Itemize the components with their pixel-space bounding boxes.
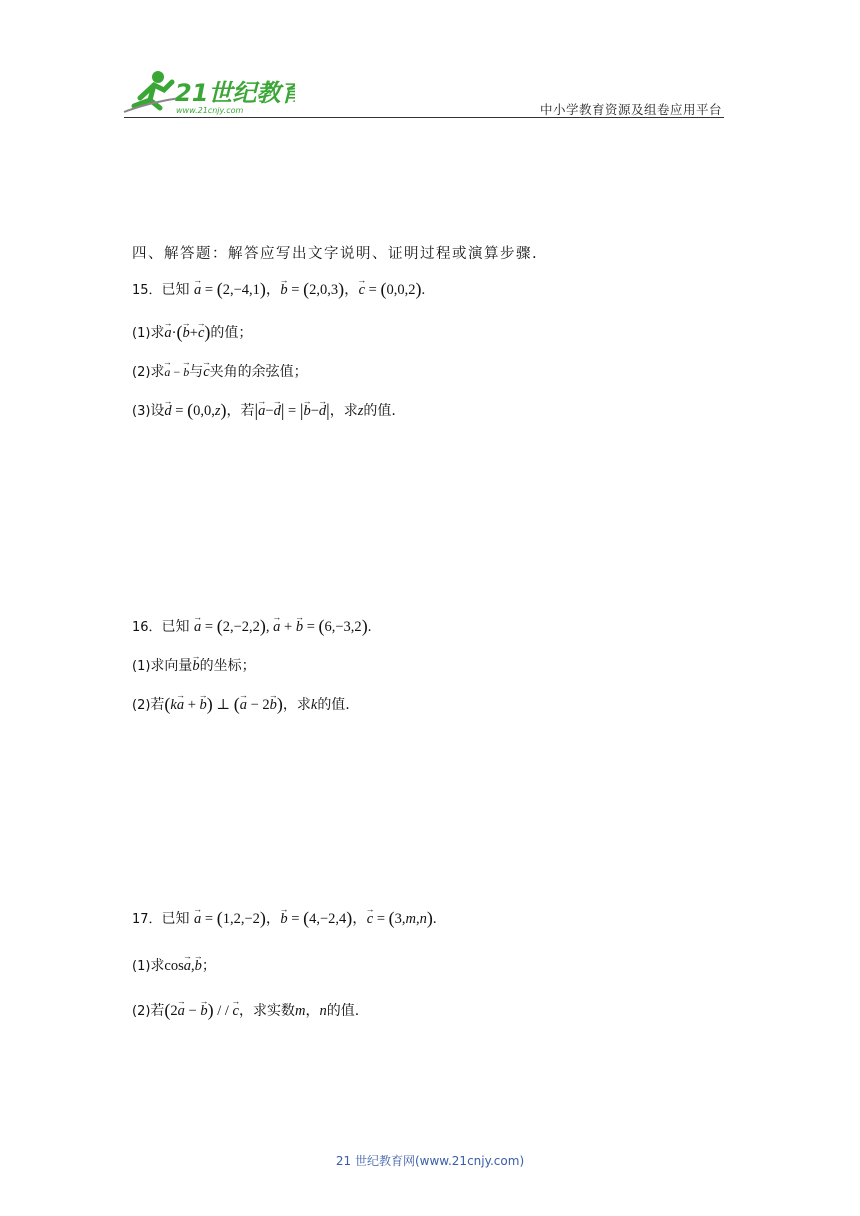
q16-part1: (1)求向量→ b的坐标； — [132, 656, 256, 677]
q16-part1-label: (1) — [132, 659, 151, 674]
q15-part3: (3)设→ d = (0,0,z)，若|→ a−→ d| = |→ b−→ d|，求z的值. — [132, 400, 396, 422]
runner-logo-icon — [120, 68, 295, 118]
q15-a-values: 2,−4,1 — [222, 282, 260, 298]
q17-part1-text-b: ； — [201, 958, 216, 974]
q16-ab-values: 6,−3,2 — [324, 619, 362, 635]
q16-part2-text-a: 若 — [150, 697, 165, 713]
q15-b-values: 2,0,3 — [309, 282, 339, 298]
q17-part2-text-d: 的值. — [326, 1003, 360, 1019]
q17-part2: (2)若(2→ a − → b) / / → c，求实数m，n的值. — [132, 1000, 359, 1022]
q16-a-values: 2,−2,2 — [222, 619, 260, 635]
section-title: 四、解答题：解答应写出文字说明、证明过程或演算步骤. — [132, 246, 539, 262]
q15-lead: 已知 — [161, 282, 190, 298]
q15-part2-label: (2) — [132, 365, 151, 380]
q17-part2-text-a: 若 — [150, 1003, 165, 1019]
q15-part2: (2)求→ a − → b与→ c夹角的余弦值； — [132, 362, 308, 383]
q17-part2-text-c: ， — [305, 1003, 320, 1019]
q16-number: 16． — [132, 620, 162, 635]
logo-text: 21世纪教育 — [175, 79, 295, 107]
q15-number: 15． — [132, 283, 162, 298]
q16-part2-label: (2) — [132, 698, 151, 713]
q16-part2: (2)若(k→ a + → b) ⊥ (→ a − 2→ b)，求k的值. — [132, 694, 350, 716]
q17-stem: 17．已知 → a = (1,2,−2)，→ b = (4,−2,4)，→ c = (3,m,n). — [132, 908, 436, 930]
q15-d-values: 0,0, — [193, 403, 215, 419]
q15-stem: 15．已知 → a = (2,−4,1)，→ b = (2,0,3)，→ c = (0,0,2). — [132, 279, 425, 301]
footer-link[interactable]: 21 世纪教育网(www.21cnjy.com) — [335, 1154, 525, 1168]
site-logo — [120, 68, 295, 118]
q16-lead: 已知 — [161, 619, 190, 635]
q15-c-values: 0,0,2 — [386, 282, 416, 298]
q17-lead: 已知 — [161, 911, 190, 927]
q15-part3-text-d: 的值. — [363, 403, 396, 419]
q15-part1-text-b: 的值； — [210, 325, 253, 341]
q17-number: 17． — [132, 912, 162, 927]
q17-part1-label: (1) — [132, 959, 151, 974]
q15-part2-text-c: 夹角的余弦值； — [209, 364, 308, 380]
q15-part3-text-a: 设 — [150, 403, 165, 419]
header-divider — [124, 117, 724, 118]
q17-part1-text-a: 求 — [150, 958, 165, 974]
q16-stem: 16．已知 → a = (2,−2,2), → a + → b = (6,−3,2). — [132, 616, 371, 638]
q17-part1: (1)求cos→ a,→ b； — [132, 956, 216, 977]
q15-part1: (1)求→ a·(→ b+→ c)的值； — [132, 322, 252, 344]
q16-part1-text-a: 求向量 — [150, 658, 193, 674]
q17-b-values: 4,−2,4 — [309, 911, 347, 927]
q15-part3-text-c: ，求 — [329, 403, 358, 419]
q15-part2-text-b: 与 — [189, 364, 204, 380]
q15-part1-label: (1) — [132, 326, 151, 341]
logo-url: www.21cnjy.com — [176, 106, 244, 115]
q15-part3-text-b: ，若 — [226, 403, 255, 419]
q16-part2-text-b: ，求 — [282, 697, 311, 713]
q17-c-values: 3, — [394, 911, 406, 927]
q17-part2-text-b: ，求实数 — [238, 1003, 295, 1019]
q17-part2-label: (2) — [132, 1004, 151, 1019]
q15-part1-text-a: 求 — [150, 325, 165, 341]
q15-part3-label: (3) — [132, 404, 151, 419]
q15-part2-text-a: 求 — [150, 364, 165, 380]
q17-a-values: 1,2,−2 — [222, 911, 260, 927]
header-tagline: 中小学教育资源及组卷应用平台 — [539, 102, 722, 117]
q16-part1-text-b: 的坐标； — [199, 658, 256, 674]
q16-part2-text-c: 的值. — [317, 697, 350, 713]
